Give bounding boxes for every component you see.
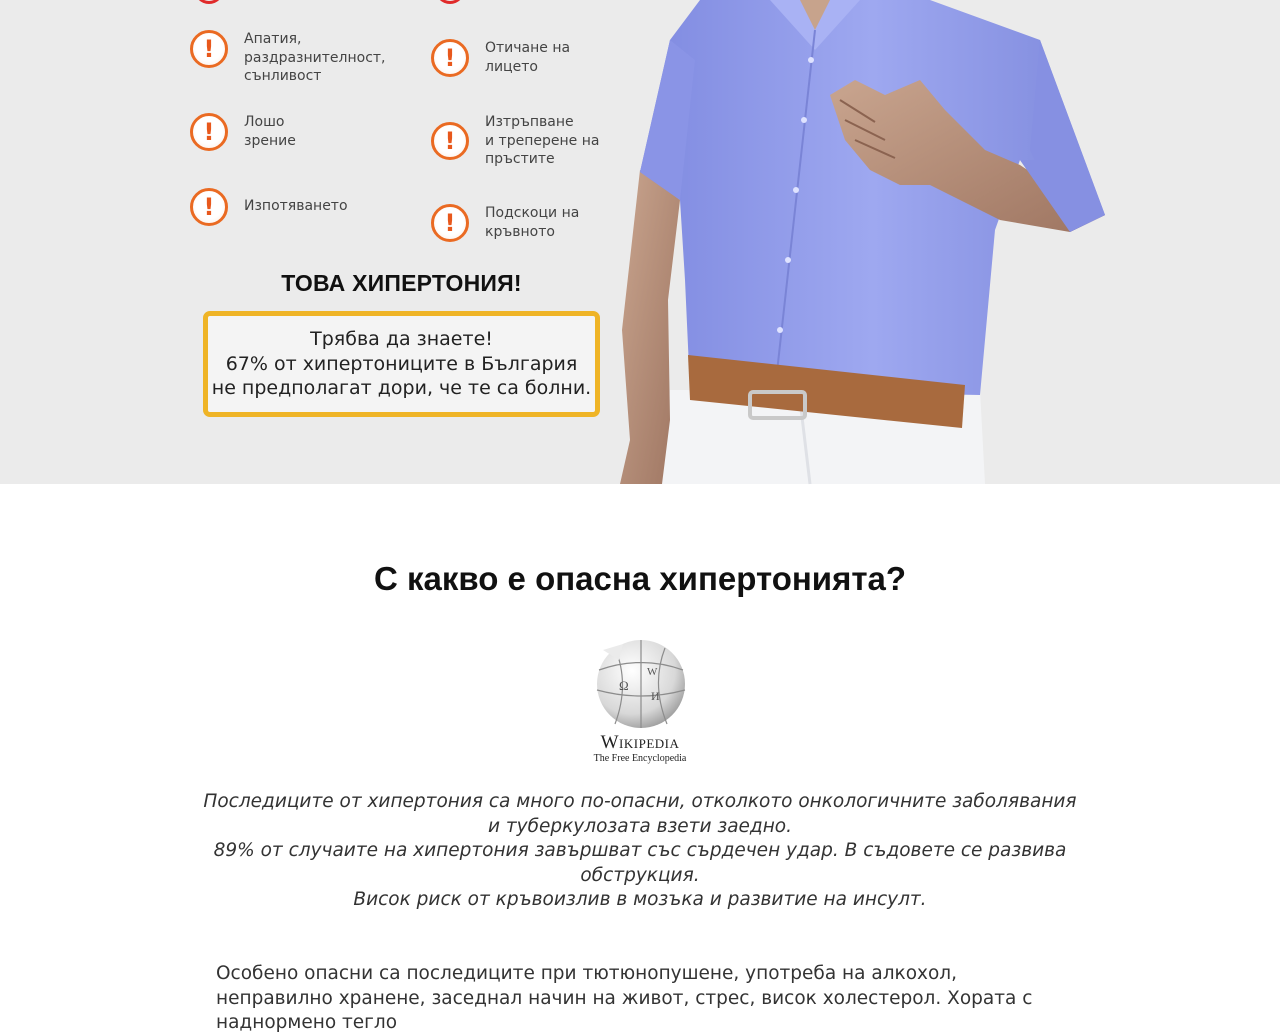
- warning-icon: !: [190, 188, 228, 226]
- symptom-label: Апатия, раздразнителност, сънливост: [244, 31, 386, 84]
- quote-block: [200, 790, 1080, 913]
- info-line: 67% от хипертониците в България: [225, 352, 578, 375]
- warning-icon: !: [190, 30, 228, 68]
- symptom-label: Изпотяването: [244, 198, 348, 214]
- quote-line: Висок риск от кръвоизлив в мозъка и развитие на инсулт.: [353, 889, 927, 910]
- symptom-item: [190, 30, 386, 86]
- info-line: не предполагат дори, че те са болни.: [211, 377, 592, 400]
- wikipedia-tagline: The Free Encyclopedia: [593, 753, 687, 764]
- wikipedia-wordmark: Wikipedia: [600, 732, 680, 753]
- info-box: [203, 311, 600, 417]
- warning-icon: !: [431, 204, 469, 242]
- hero-section: [0, 0, 1280, 484]
- man-holding-chest-image: [600, 0, 1140, 484]
- warning-icon: !: [431, 39, 469, 77]
- symptom-item: [431, 113, 599, 169]
- symptom-label: Изтръпване и треперене на пръстите: [485, 114, 600, 167]
- svg-text:W: W: [647, 666, 658, 678]
- symptom-item: [431, 39, 570, 77]
- body-paragraph: Особено опасни са последиците при тютюнопушене, употреба на алкохол, неправилно хранене, заседнал начин на живот, стрес, висок холестерол. Хората с наднормено тегло: [216, 963, 1033, 1033]
- symptom-item: [190, 113, 296, 151]
- warning-icon: [194, 0, 224, 4]
- symptom-item: [431, 204, 579, 242]
- svg-text:И: И: [651, 689, 660, 703]
- quote-line: Последиците от хипертония са много по-опасни, отколкото онкологичните заболявания и туберкулозата взети заедно.: [203, 791, 1077, 837]
- warning-icon: [435, 0, 465, 4]
- section-title: С какво е опасна хипертонията?: [373, 560, 906, 597]
- symptom-label: Подскоци на кръвното: [485, 205, 580, 240]
- symptom-label: Отичане на лицето: [485, 40, 571, 75]
- symptom-label: Лошо зрение: [244, 114, 296, 149]
- info-line: Трябва да знаете!: [310, 328, 493, 351]
- warning-icon: !: [190, 113, 228, 151]
- hero-title: ТОВА ХИПЕРТОНИЯ!: [281, 270, 522, 296]
- quote-line: 89% от случаите на хипертония завършват със сърдечен удар. В съдовете се развива обструкция.: [213, 840, 1067, 886]
- warning-icon: !: [431, 122, 469, 160]
- symptom-item: [190, 188, 348, 226]
- svg-text:Ω: Ω: [619, 678, 629, 693]
